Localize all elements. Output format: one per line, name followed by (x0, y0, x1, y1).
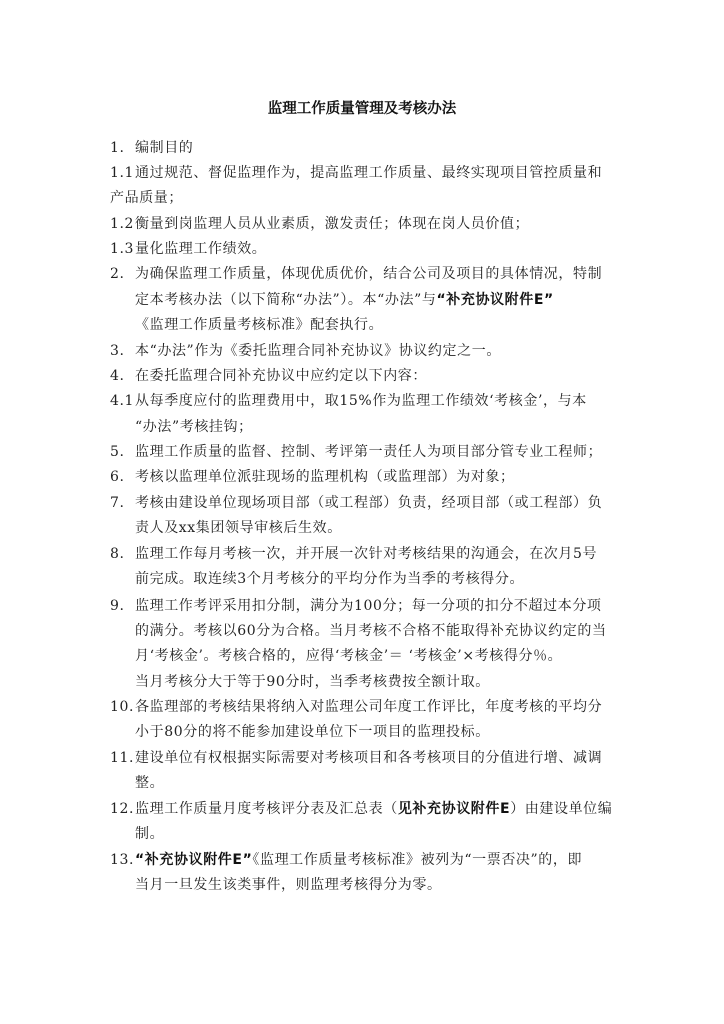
paragraph-line (135, 722, 490, 742)
paragraph-line (110, 239, 266, 259)
line-text: 在委托监理合同补充协议中应约定以下内容： (135, 368, 427, 384)
line-text: 产品质量； (110, 190, 183, 206)
item-number: 10. (110, 699, 135, 715)
item-number: 7. (110, 495, 125, 511)
bold-reference: “补充协议附件E” (135, 852, 253, 868)
item-number: 1. (110, 140, 125, 156)
item-number: 8. (110, 546, 125, 562)
paragraph-line (110, 544, 597, 564)
paragraph-line (110, 341, 501, 361)
paragraph-line (135, 621, 607, 641)
line-text: 的满分。考核以60分为合格。当月考核不合格不能取得补充协议约定的当 (135, 623, 607, 639)
paragraph-line (135, 773, 164, 793)
line-text: 从每季度应付的监理费用中，取15%作为监理工作绩效‘考核金’，与本 (135, 393, 587, 409)
paragraph-line (110, 697, 602, 717)
item-number: 3. (110, 343, 125, 359)
line-text: 监理工作质量月度考核评分表及汇总表（ (135, 801, 398, 817)
line-text: 监理工作考评采用扣分制，满分为100分；每一分项的扣分不超过本分项 (135, 598, 602, 614)
item-number: 4.1 (110, 393, 135, 409)
line-text: 监理工作质量的监督、控制、考评第一责任人为项目部分管专业工程师； (135, 444, 603, 460)
paragraph-line (135, 646, 562, 666)
paragraph-line (110, 799, 612, 819)
line-text: 考核以监理单位派驻现场的监理机构（或监理部）为对象； (135, 469, 515, 485)
line-text: 制。 (135, 826, 165, 842)
paragraph-line (110, 188, 183, 208)
item-number: 11. (110, 750, 135, 766)
line-text: 通过规范、督促监理作为，提高监理工作质量、最终实现项目管控质量和 (135, 165, 603, 181)
document-title: 监理工作质量管理及考核办法 (267, 101, 457, 117)
paragraph-line (135, 290, 554, 310)
paragraph-line (110, 850, 582, 870)
line-text: 衡量到岗监理人员从业素质，激发责任；体现在岗人员价值； (135, 216, 530, 232)
paragraph-line (110, 748, 602, 768)
paragraph-line (110, 493, 602, 513)
paragraph-line (135, 569, 524, 589)
paragraph-line (135, 417, 253, 437)
line-text: 责人及xx集团领导审核后生效。 (135, 520, 342, 536)
item-number: 1.2 (110, 216, 135, 232)
item-number: 1.1 (110, 165, 135, 181)
paragraph-line (110, 214, 529, 234)
line-text: 当月考核分大于等于90分时，当季考核费按全额计取。 (135, 674, 490, 690)
line-text: 本“办法”作为《委托监理合同补充协议》协议约定之一。 (135, 343, 501, 359)
paragraph-line (135, 518, 342, 538)
item-number: 5. (110, 444, 125, 460)
paragraph-line (110, 264, 602, 284)
line-text: 建设单位有权根据实际需要对考核项目和各考核项目的分值进行增、减调 (135, 750, 603, 766)
line-text: 《监理工作质量考核标准》配套执行。 (135, 317, 384, 333)
line-text: 编制目的 (135, 140, 194, 156)
paragraph-line (135, 315, 383, 335)
line-text: 量化监理工作绩效。 (135, 241, 267, 257)
item-number: 13. (110, 852, 135, 868)
bold-reference: “补充协议附件E” (436, 292, 554, 308)
paragraph-line (110, 163, 602, 183)
line-text: 考核由建设单位现场项目部（或工程部）负责，经项目部（或工程部）负 (135, 495, 603, 511)
item-number: 4. (110, 368, 125, 384)
line-text: 月‘考核金’。考核合格的，应得‘考核金’＝ ‘考核金’×考核得分％。 (135, 648, 563, 664)
line-text: 整。 (135, 775, 165, 791)
item-number: 2. (110, 266, 125, 282)
line-text: 为确保监理工作质量，体现优质优价，结合公司及项目的具体情况，特制 (135, 266, 603, 282)
paragraph-line (110, 442, 602, 462)
line-text: 小于80分的将不能参加建设单位下一项目的监理投标。 (135, 724, 490, 740)
paragraph-line (135, 672, 490, 692)
paragraph-line (110, 467, 515, 487)
paragraph-line (135, 824, 164, 844)
line-text: “办法”考核挂钩； (135, 419, 253, 435)
line-text: 监理工作每月考核一次，并开展一次针对考核结果的沟通会，在次月5号 (135, 546, 598, 562)
paragraph-line (135, 875, 442, 895)
line-text: 《监理工作质量考核标准》被列为“一票否决”的，即 (252, 852, 583, 868)
item-number: 1.3 (110, 241, 135, 257)
line-text: 定本考核办法（以下简称“办法”）。本“办法”与 (135, 292, 437, 308)
line-text: 当月一旦发生该类事件，则监理考核得分为零。 (135, 877, 442, 893)
section-heading (110, 138, 193, 158)
line-text: 前完成。取连续3个月考核分的平均分作为当季的考核得分。 (135, 571, 525, 587)
paragraph-line (110, 366, 427, 386)
item-number: 12. (110, 801, 135, 817)
bold-reference: 见补充协议附件E (397, 801, 511, 817)
item-number: 6. (110, 469, 125, 485)
paragraph-line (110, 596, 602, 616)
paragraph-line (110, 391, 587, 411)
line-text: 各监理部的考核结果将纳入对监理公司年度工作评比，年度考核的平均分 (135, 699, 603, 715)
line-text: ）由建设单位编 (510, 801, 613, 817)
item-number: 9. (110, 598, 125, 614)
